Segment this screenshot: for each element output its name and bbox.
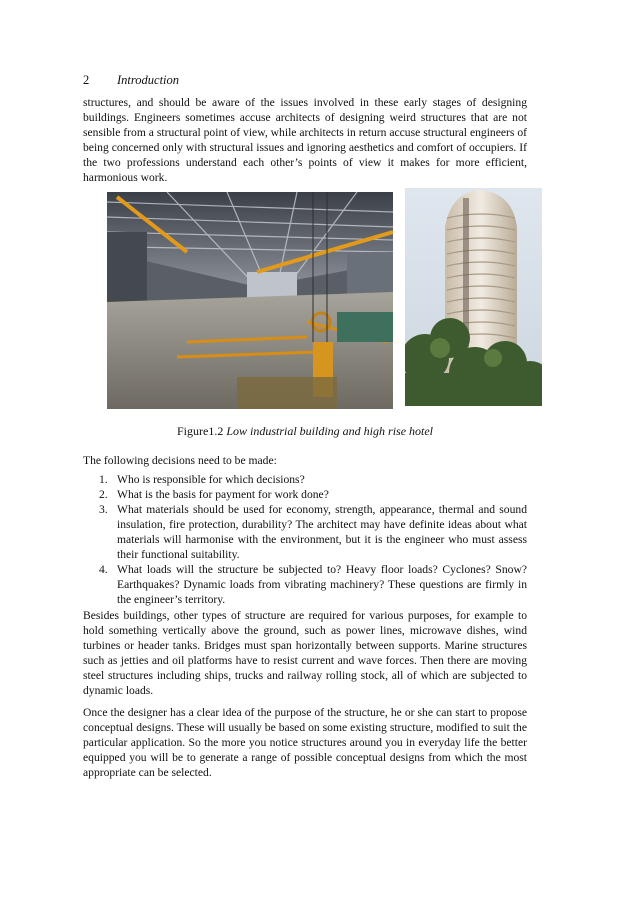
list-item	[83, 472, 527, 487]
industrial-building-photo	[107, 192, 393, 409]
figure-caption-text: Low industrial building and high rise hotel	[226, 424, 434, 438]
structures-paragraph: Besides buildings, other types of structure are required for various purposes, for example to hold something vertically above the ground, such as power lines, microwave dishes, wind turbines or header tanks. Bridges must span horizontally between supports. Marine structures such as jetties and oil platforms have to resist current and wave forces. Then there are moving steel structures including ships, trucks and railway rolling stock, all of which are subjected to dynamic loads.	[83, 609, 527, 697]
decisions-intro: The following decisions need to be made:	[83, 454, 277, 467]
list-number: 3.	[99, 503, 108, 516]
list-text: What materials should be used for economy, strength, appearance, thermal and sound insulation, fire protection, durability? The architect may have definite ideas about what materials will harmonise with the environment, but it is the engineer who must assess their functional suitability.	[117, 503, 527, 561]
intro-paragraph: structures, and should be aware of the issues involved in these early stages of designing buildings. Engineers sometimes accuse architects of designing weird structures that are not sensible from a structural point of view, while architects in return accuse structural engineers of being concerned only with structural issues and ignoring aesthetics and comfort of occupiers. If the two professions understand each other’s points of view it makes for more efficient, harmonious work.	[83, 96, 527, 184]
section-title: Introduction	[117, 73, 180, 87]
list-text: What loads will the structure be subjected to? Heavy floor loads? Cyclones? Snow? Earthquakes? Dynamic loads from vibrating machinery? These questions are firmly in the engineer’s territory.	[117, 563, 527, 606]
list-text: What is the basis for payment for work done?	[117, 488, 329, 501]
list-item	[83, 487, 527, 502]
list-number: 4.	[99, 563, 108, 576]
figure-caption	[83, 424, 527, 439]
list-item	[83, 502, 527, 562]
page-header	[83, 73, 179, 88]
page-number: 2	[83, 73, 90, 87]
list-item	[83, 562, 527, 607]
list-number: 1.	[99, 473, 108, 486]
conceptual-design-paragraph: Once the designer has a clear idea of the purpose of the structure, he or she can start to propose conceptual designs. These will usually be based on some existing structure, modified to suit the particular application. So the more you notice structures around you in everyday life the better equipped you will be to generate a range of possible conceptual designs from which the most appropriate can be selected.	[83, 706, 527, 779]
figure-label: Figure1.2	[176, 424, 224, 438]
list-text: Who is responsible for which decisions?	[117, 473, 305, 486]
list-number: 2.	[99, 488, 108, 501]
decisions-list	[83, 472, 527, 607]
high-rise-hotel-photo	[405, 188, 542, 406]
